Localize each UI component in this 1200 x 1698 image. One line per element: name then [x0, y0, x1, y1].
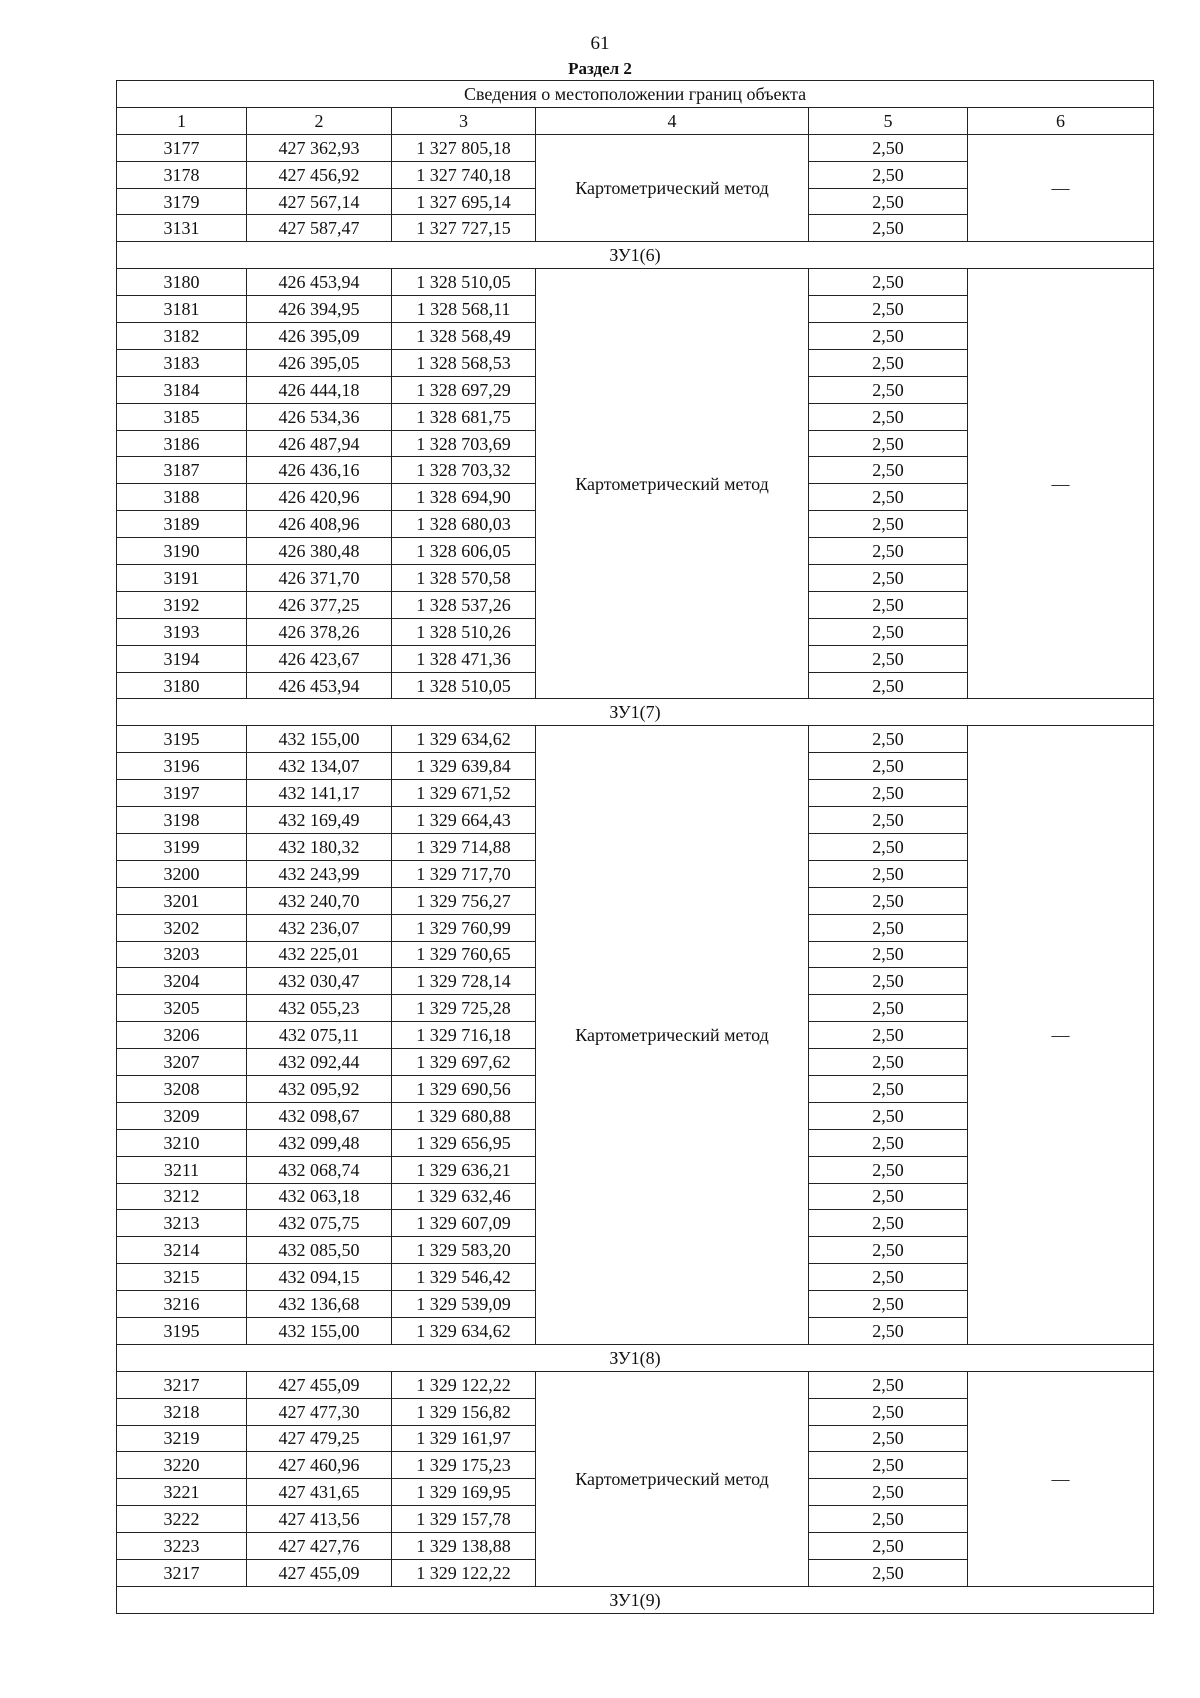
point-number-cell: 3223: [117, 1533, 247, 1560]
x-coordinate-cell: 432 155,00: [247, 726, 392, 753]
group-label: ЗУ1(7): [117, 699, 1154, 726]
y-coordinate-cell: 1 329 671,52: [392, 780, 536, 807]
column-6-dash-cell: —: [968, 726, 1154, 1344]
x-coordinate-cell: 432 063,18: [247, 1183, 392, 1210]
x-coordinate-cell: 432 155,00: [247, 1317, 392, 1344]
x-coordinate-cell: 426 423,67: [247, 645, 392, 672]
point-number-cell: 3202: [117, 914, 247, 941]
y-coordinate-cell: 1 328 703,69: [392, 430, 536, 457]
x-coordinate-cell: 426 395,05: [247, 349, 392, 376]
point-number-cell: 3197: [117, 780, 247, 807]
y-coordinate-cell: 1 328 680,03: [392, 511, 536, 538]
table-row: [117, 1371, 1154, 1398]
y-coordinate-cell: 1 329 714,88: [392, 833, 536, 860]
page-number: 61: [590, 33, 610, 54]
point-number-cell: 3211: [117, 1156, 247, 1183]
accuracy-cell: 2,50: [809, 1075, 968, 1102]
column-6-dash-cell: —: [968, 269, 1154, 699]
x-coordinate-cell: 432 099,48: [247, 1129, 392, 1156]
group-label-row: [117, 1586, 1154, 1613]
y-coordinate-cell: 1 328 606,05: [392, 538, 536, 565]
x-coordinate-cell: 426 380,48: [247, 538, 392, 565]
accuracy-cell: 2,50: [809, 1317, 968, 1344]
y-coordinate-cell: 1 328 694,90: [392, 484, 536, 511]
y-coordinate-cell: 1 329 680,88: [392, 1102, 536, 1129]
column-header-4: 4: [536, 107, 809, 134]
point-number-cell: 3180: [117, 269, 247, 296]
column-header-row: [117, 107, 1154, 134]
point-number-cell: 3215: [117, 1264, 247, 1291]
accuracy-cell: 2,50: [809, 1102, 968, 1129]
x-coordinate-cell: 432 169,49: [247, 807, 392, 834]
accuracy-cell: 2,50: [809, 1049, 968, 1076]
method-cell: Картометрический метод: [536, 726, 809, 1344]
y-coordinate-cell: 1 329 634,62: [392, 726, 536, 753]
table-body: [117, 134, 1154, 1613]
x-coordinate-cell: 426 395,09: [247, 323, 392, 350]
group-label: ЗУ1(8): [117, 1344, 1154, 1371]
point-number-cell: 3219: [117, 1425, 247, 1452]
x-coordinate-cell: 427 587,47: [247, 215, 392, 242]
accuracy-cell: 2,50: [809, 914, 968, 941]
point-number-cell: 3195: [117, 726, 247, 753]
point-number-cell: 3213: [117, 1210, 247, 1237]
point-number-cell: 3131: [117, 215, 247, 242]
y-coordinate-cell: 1 329 664,43: [392, 807, 536, 834]
point-number-cell: 3216: [117, 1291, 247, 1318]
point-number-cell: 3200: [117, 860, 247, 887]
point-number-cell: 3190: [117, 538, 247, 565]
point-number-cell: 3206: [117, 1022, 247, 1049]
y-coordinate-cell: 1 329 634,62: [392, 1317, 536, 1344]
point-number-cell: 3220: [117, 1452, 247, 1479]
accuracy-cell: 2,50: [809, 645, 968, 672]
y-coordinate-cell: 1 329 122,22: [392, 1371, 536, 1398]
x-coordinate-cell: 426 408,96: [247, 511, 392, 538]
x-coordinate-cell: 427 431,65: [247, 1479, 392, 1506]
point-number-cell: 3209: [117, 1102, 247, 1129]
accuracy-cell: 2,50: [809, 887, 968, 914]
x-coordinate-cell: 432 068,74: [247, 1156, 392, 1183]
accuracy-cell: 2,50: [809, 1559, 968, 1586]
boundary-coordinates-table: [116, 80, 1154, 1614]
x-coordinate-cell: 426 371,70: [247, 565, 392, 592]
accuracy-cell: 2,50: [809, 376, 968, 403]
accuracy-cell: 2,50: [809, 1022, 968, 1049]
point-number-cell: 3186: [117, 430, 247, 457]
point-number-cell: 3193: [117, 618, 247, 645]
accuracy-cell: 2,50: [809, 618, 968, 645]
y-coordinate-cell: 1 329 632,46: [392, 1183, 536, 1210]
y-coordinate-cell: 1 329 760,65: [392, 941, 536, 968]
point-number-cell: 3177: [117, 134, 247, 161]
point-number-cell: 3210: [117, 1129, 247, 1156]
point-number-cell: 3181: [117, 296, 247, 323]
x-coordinate-cell: 427 455,09: [247, 1559, 392, 1586]
accuracy-cell: 2,50: [809, 807, 968, 834]
point-number-cell: 3195: [117, 1317, 247, 1344]
accuracy-cell: 2,50: [809, 1398, 968, 1425]
column-header-3: 3: [392, 107, 536, 134]
x-coordinate-cell: 432 094,15: [247, 1264, 392, 1291]
x-coordinate-cell: 432 095,92: [247, 1075, 392, 1102]
x-coordinate-cell: 432 075,75: [247, 1210, 392, 1237]
method-cell: Картометрический метод: [536, 269, 809, 699]
accuracy-cell: 2,50: [809, 753, 968, 780]
x-coordinate-cell: 427 362,93: [247, 134, 392, 161]
accuracy-cell: 2,50: [809, 1291, 968, 1318]
x-coordinate-cell: 426 453,94: [247, 672, 392, 699]
column-header-1: 1: [117, 107, 247, 134]
x-coordinate-cell: 432 075,11: [247, 1022, 392, 1049]
group-label-row: [117, 242, 1154, 269]
y-coordinate-cell: 1 329 157,78: [392, 1506, 536, 1533]
method-cell: Картометрический метод: [536, 134, 809, 242]
y-coordinate-cell: 1 328 697,29: [392, 376, 536, 403]
y-coordinate-cell: 1 329 546,42: [392, 1264, 536, 1291]
point-number-cell: 3212: [117, 1183, 247, 1210]
accuracy-cell: 2,50: [809, 538, 968, 565]
y-coordinate-cell: 1 329 728,14: [392, 968, 536, 995]
accuracy-cell: 2,50: [809, 403, 968, 430]
group-label-row: [117, 1344, 1154, 1371]
accuracy-cell: 2,50: [809, 269, 968, 296]
y-coordinate-cell: 1 329 169,95: [392, 1479, 536, 1506]
y-coordinate-cell: 1 329 583,20: [392, 1237, 536, 1264]
x-coordinate-cell: 427 455,09: [247, 1371, 392, 1398]
x-coordinate-cell: 427 427,76: [247, 1533, 392, 1560]
x-coordinate-cell: 427 413,56: [247, 1506, 392, 1533]
x-coordinate-cell: 432 055,23: [247, 995, 392, 1022]
y-coordinate-cell: 1 329 697,62: [392, 1049, 536, 1076]
accuracy-cell: 2,50: [809, 1371, 968, 1398]
accuracy-cell: 2,50: [809, 565, 968, 592]
method-cell: Картометрический метод: [536, 1371, 809, 1586]
point-number-cell: 3221: [117, 1479, 247, 1506]
x-coordinate-cell: 426 420,96: [247, 484, 392, 511]
accuracy-cell: 2,50: [809, 188, 968, 215]
point-number-cell: 3217: [117, 1559, 247, 1586]
point-number-cell: 3194: [117, 645, 247, 672]
y-coordinate-cell: 1 329 156,82: [392, 1398, 536, 1425]
point-number-cell: 3199: [117, 833, 247, 860]
accuracy-cell: 2,50: [809, 968, 968, 995]
x-coordinate-cell: 427 567,14: [247, 188, 392, 215]
x-coordinate-cell: 432 092,44: [247, 1049, 392, 1076]
y-coordinate-cell: 1 328 568,49: [392, 323, 536, 350]
accuracy-cell: 2,50: [809, 457, 968, 484]
x-coordinate-cell: 432 134,07: [247, 753, 392, 780]
x-coordinate-cell: 427 479,25: [247, 1425, 392, 1452]
y-coordinate-cell: 1 328 510,05: [392, 672, 536, 699]
x-coordinate-cell: 427 477,30: [247, 1398, 392, 1425]
accuracy-cell: 2,50: [809, 349, 968, 376]
y-coordinate-cell: 1 329 175,23: [392, 1452, 536, 1479]
x-coordinate-cell: 432 136,68: [247, 1291, 392, 1318]
accuracy-cell: 2,50: [809, 1533, 968, 1560]
accuracy-cell: 2,50: [809, 860, 968, 887]
accuracy-cell: 2,50: [809, 1210, 968, 1237]
accuracy-cell: 2,50: [809, 511, 968, 538]
column-6-dash-cell: —: [968, 134, 1154, 242]
x-coordinate-cell: 427 460,96: [247, 1452, 392, 1479]
y-coordinate-cell: 1 329 717,70: [392, 860, 536, 887]
group-label-row: [117, 699, 1154, 726]
point-number-cell: 3217: [117, 1371, 247, 1398]
table-row: [117, 269, 1154, 296]
point-number-cell: 3187: [117, 457, 247, 484]
y-coordinate-cell: 1 328 568,53: [392, 349, 536, 376]
column-6-dash-cell: —: [968, 1371, 1154, 1586]
y-coordinate-cell: 1 329 607,09: [392, 1210, 536, 1237]
y-coordinate-cell: 1 327 805,18: [392, 134, 536, 161]
x-coordinate-cell: 426 378,26: [247, 618, 392, 645]
accuracy-cell: 2,50: [809, 134, 968, 161]
table-row: [117, 726, 1154, 753]
accuracy-cell: 2,50: [809, 1264, 968, 1291]
y-coordinate-cell: 1 329 636,21: [392, 1156, 536, 1183]
column-header-6: 6: [968, 107, 1154, 134]
point-number-cell: 3182: [117, 323, 247, 350]
x-coordinate-cell: 426 534,36: [247, 403, 392, 430]
accuracy-cell: 2,50: [809, 1156, 968, 1183]
x-coordinate-cell: 432 243,99: [247, 860, 392, 887]
accuracy-cell: 2,50: [809, 1183, 968, 1210]
accuracy-cell: 2,50: [809, 484, 968, 511]
point-number-cell: 3192: [117, 591, 247, 618]
y-coordinate-cell: 1 329 760,99: [392, 914, 536, 941]
point-number-cell: 3214: [117, 1237, 247, 1264]
y-coordinate-cell: 1 329 539,09: [392, 1291, 536, 1318]
y-coordinate-cell: 1 329 138,88: [392, 1533, 536, 1560]
accuracy-cell: 2,50: [809, 833, 968, 860]
y-coordinate-cell: 1 328 510,26: [392, 618, 536, 645]
point-number-cell: 3218: [117, 1398, 247, 1425]
y-coordinate-cell: 1 328 570,58: [392, 565, 536, 592]
x-coordinate-cell: 432 225,01: [247, 941, 392, 968]
x-coordinate-cell: 432 240,70: [247, 887, 392, 914]
y-coordinate-cell: 1 329 716,18: [392, 1022, 536, 1049]
y-coordinate-cell: 1 329 122,22: [392, 1559, 536, 1586]
y-coordinate-cell: 1 329 656,95: [392, 1129, 536, 1156]
y-coordinate-cell: 1 329 756,27: [392, 887, 536, 914]
x-coordinate-cell: 426 453,94: [247, 269, 392, 296]
accuracy-cell: 2,50: [809, 1129, 968, 1156]
point-number-cell: 3205: [117, 995, 247, 1022]
group-label: ЗУ1(9): [117, 1586, 1154, 1613]
y-coordinate-cell: 1 327 727,15: [392, 215, 536, 242]
point-number-cell: 3188: [117, 484, 247, 511]
point-number-cell: 3208: [117, 1075, 247, 1102]
point-number-cell: 3189: [117, 511, 247, 538]
accuracy-cell: 2,50: [809, 296, 968, 323]
column-header-2: 2: [247, 107, 392, 134]
accuracy-cell: 2,50: [809, 1237, 968, 1264]
point-number-cell: 3196: [117, 753, 247, 780]
accuracy-cell: 2,50: [809, 780, 968, 807]
point-number-cell: 3191: [117, 565, 247, 592]
accuracy-cell: 2,50: [809, 215, 968, 242]
accuracy-cell: 2,50: [809, 323, 968, 350]
point-number-cell: 3184: [117, 376, 247, 403]
x-coordinate-cell: 432 141,17: [247, 780, 392, 807]
y-coordinate-cell: 1 329 725,28: [392, 995, 536, 1022]
accuracy-cell: 2,50: [809, 161, 968, 188]
accuracy-cell: 2,50: [809, 591, 968, 618]
x-coordinate-cell: 432 180,32: [247, 833, 392, 860]
accuracy-cell: 2,50: [809, 995, 968, 1022]
point-number-cell: 3185: [117, 403, 247, 430]
accuracy-cell: 2,50: [809, 430, 968, 457]
y-coordinate-cell: 1 328 471,36: [392, 645, 536, 672]
group-label: ЗУ1(6): [117, 242, 1154, 269]
accuracy-cell: 2,50: [809, 672, 968, 699]
y-coordinate-cell: 1 327 695,14: [392, 188, 536, 215]
x-coordinate-cell: 432 030,47: [247, 968, 392, 995]
y-coordinate-cell: 1 328 703,32: [392, 457, 536, 484]
y-coordinate-cell: 1 327 740,18: [392, 161, 536, 188]
accuracy-cell: 2,50: [809, 1425, 968, 1452]
point-number-cell: 3203: [117, 941, 247, 968]
y-coordinate-cell: 1 329 161,97: [392, 1425, 536, 1452]
column-header-5: 5: [809, 107, 968, 134]
y-coordinate-cell: 1 329 639,84: [392, 753, 536, 780]
x-coordinate-cell: 427 456,92: [247, 161, 392, 188]
y-coordinate-cell: 1 328 568,11: [392, 296, 536, 323]
point-number-cell: 3180: [117, 672, 247, 699]
table-caption: Сведения о местоположении границ объекта: [117, 81, 1154, 108]
y-coordinate-cell: 1 328 681,75: [392, 403, 536, 430]
point-number-cell: 3183: [117, 349, 247, 376]
accuracy-cell: 2,50: [809, 726, 968, 753]
accuracy-cell: 2,50: [809, 1506, 968, 1533]
accuracy-cell: 2,50: [809, 941, 968, 968]
accuracy-cell: 2,50: [809, 1479, 968, 1506]
point-number-cell: 3179: [117, 188, 247, 215]
point-number-cell: 3222: [117, 1506, 247, 1533]
point-number-cell: 3178: [117, 161, 247, 188]
x-coordinate-cell: 432 085,50: [247, 1237, 392, 1264]
x-coordinate-cell: 432 236,07: [247, 914, 392, 941]
point-number-cell: 3207: [117, 1049, 247, 1076]
x-coordinate-cell: 432 098,67: [247, 1102, 392, 1129]
accuracy-cell: 2,50: [809, 1452, 968, 1479]
y-coordinate-cell: 1 329 690,56: [392, 1075, 536, 1102]
x-coordinate-cell: 426 377,25: [247, 591, 392, 618]
point-number-cell: 3198: [117, 807, 247, 834]
x-coordinate-cell: 426 487,94: [247, 430, 392, 457]
x-coordinate-cell: 426 394,95: [247, 296, 392, 323]
y-coordinate-cell: 1 328 510,05: [392, 269, 536, 296]
table-row: [117, 134, 1154, 161]
y-coordinate-cell: 1 328 537,26: [392, 591, 536, 618]
x-coordinate-cell: 426 436,16: [247, 457, 392, 484]
point-number-cell: 3204: [117, 968, 247, 995]
point-number-cell: 3201: [117, 887, 247, 914]
section-title: Раздел 2: [568, 59, 632, 78]
x-coordinate-cell: 426 444,18: [247, 376, 392, 403]
